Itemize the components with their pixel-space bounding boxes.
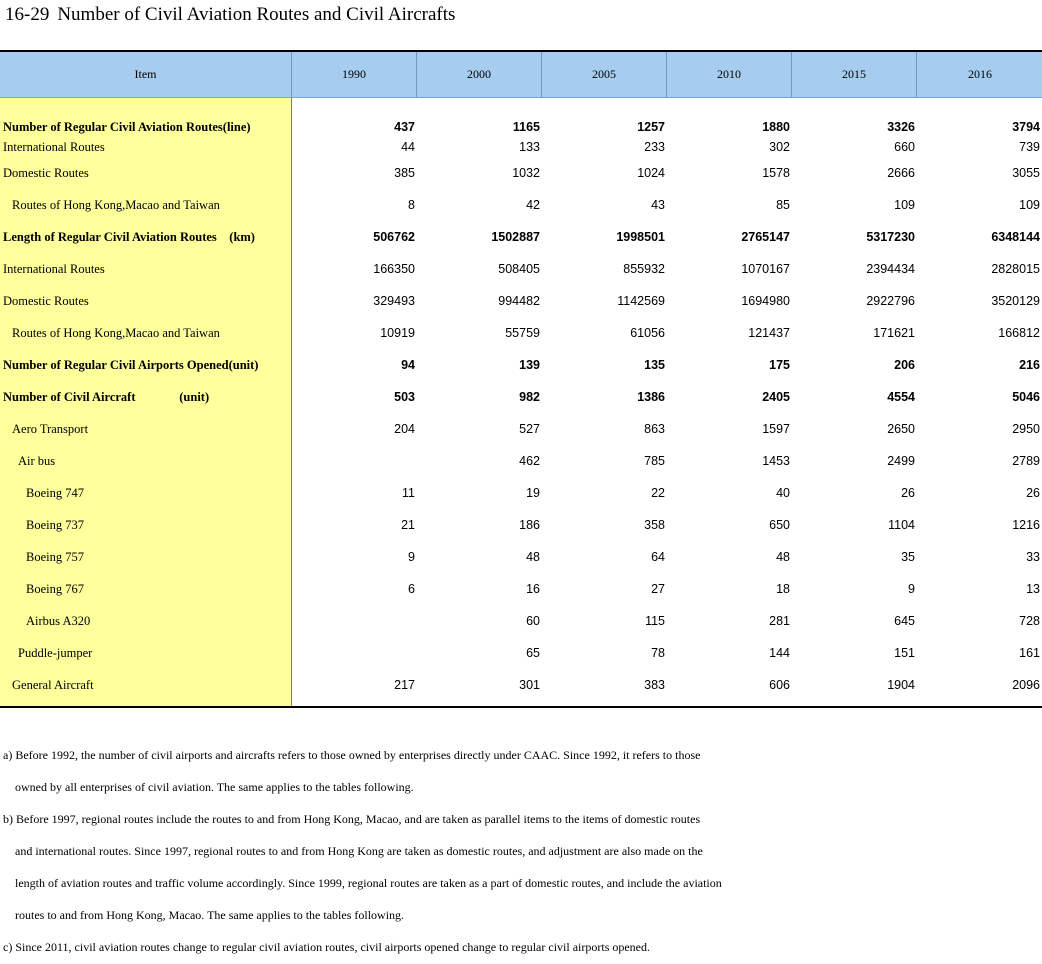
table-cell-1990: 11: [402, 486, 415, 500]
table-cell-2015: 1104: [888, 518, 915, 532]
table-cell-2005: 64: [651, 550, 665, 564]
table-cell-2010: 144: [769, 646, 790, 660]
table-cell-2010: 85: [776, 198, 790, 212]
table-cell-2005: 135: [644, 358, 665, 372]
table-bottom-rule: [0, 706, 1042, 708]
table-cell-2000: 139: [519, 358, 540, 372]
table-cell-2016: 2789: [1012, 454, 1040, 468]
table-cell-2010: 18: [776, 582, 790, 596]
table-cell-2015: 35: [901, 550, 915, 564]
table-cell-2016: 161: [1019, 646, 1040, 660]
header-year-2010: 2010: [666, 52, 791, 97]
table-cell-2010: 48: [776, 550, 790, 564]
row-label: Boeing 737: [26, 518, 84, 532]
row-label: Boeing 767: [26, 582, 84, 596]
row-label: Airbus A320: [26, 614, 91, 628]
footnote-b-line-2: and international routes. Since 1997, regional routes to and from Hong Kong are taken as domestic routes, and adjustment are also made on the: [15, 844, 703, 858]
row-label: Domestic Routes: [3, 294, 89, 308]
table-cell-1990: 204: [394, 422, 415, 436]
table-cell-2015: 4554: [887, 390, 915, 404]
footnote-b-line-1: b) Before 1997, regional routes include the routes to and from Hong Kong, Macao, and are taken as parallel items to the items of domestic routes: [3, 812, 701, 826]
row-label: Routes of Hong Kong,Macao and Taiwan: [12, 198, 220, 212]
table-cell-2005: 1024: [637, 166, 665, 180]
row-label: International Routes: [3, 140, 105, 154]
table-cell-2016: 2950: [1012, 422, 1040, 436]
row-label: Length of Regular Civil Aviation Routes (km): [3, 230, 255, 244]
footnote-a-line-2: owned by all enterprises of civil aviation. The same applies to the tables following.: [15, 780, 414, 794]
table-cell-2015: 2499: [887, 454, 915, 468]
table-cell-2000: 462: [519, 454, 540, 468]
table-cell-2010: 302: [769, 140, 790, 154]
table-cell-2010: 1694980: [741, 294, 790, 308]
table-cell-2010: 40: [776, 486, 790, 500]
table-cell-2005: 855932: [623, 262, 665, 276]
table-cell-2000: 65: [526, 646, 540, 660]
table-cell-1990: 8: [408, 198, 415, 212]
table-cell-2000: 1032: [512, 166, 540, 180]
table-cell-2000: 982: [519, 390, 540, 404]
table-cell-2016: 739: [1019, 140, 1040, 154]
table-cell-2016: 3520129: [991, 294, 1040, 308]
table-cell-1990: 217: [394, 678, 415, 692]
table-cell-2016: 216: [1019, 358, 1040, 372]
table-cell-2015: 151: [894, 646, 915, 660]
row-label: Domestic Routes: [3, 166, 89, 180]
row-label: Air bus: [18, 454, 56, 468]
table-cell-1990: 21: [401, 518, 415, 532]
table-cell-1990: 329493: [373, 294, 415, 308]
table-cell-2016: 3055: [1012, 166, 1040, 180]
row-label: Boeing 747: [26, 486, 84, 500]
row-label: Aero Transport: [12, 422, 89, 436]
table-cell-2010: 281: [769, 614, 790, 628]
footnote-c: c) Since 2011, civil aviation routes change to regular civil aviation routes, civil airports opened change to regular civil airports opened.: [3, 940, 651, 954]
table-cell-2010: 1453: [762, 454, 790, 468]
table-cell-2005: 78: [651, 646, 665, 660]
table-cell-1990: 94: [401, 358, 415, 372]
row-label: General Aircraft: [12, 678, 94, 692]
table-cell-2005: 233: [644, 140, 665, 154]
table-cell-2005: 22: [651, 486, 665, 500]
table-cell-2010: 650: [769, 518, 790, 532]
table-title: Number of Civil Aviation Routes and Civil Aircrafts: [57, 4, 456, 25]
table-number: 16-29: [5, 4, 50, 25]
table-cell-2016: 3794: [1012, 120, 1040, 134]
table-cell-1990: 9: [408, 550, 415, 564]
table-cell-2005: 358: [644, 518, 665, 532]
table-header: [0, 52, 1042, 98]
table-cell-2005: 115: [645, 614, 665, 628]
footnote-a-line-1: a) Before 1992, the number of civil airports and aircrafts refers to those owned by enterprises directly under CAAC. Since 1992, it refers to those: [3, 748, 701, 762]
table-cell-2000: 55759: [505, 326, 540, 340]
table-cell-2015: 660: [894, 140, 915, 154]
table-cell-2000: 16: [526, 582, 540, 596]
table-cell-2015: 26: [901, 486, 915, 500]
table-cell-2016: 33: [1026, 550, 1040, 564]
row-label: Number of Regular Civil Airports Opened(unit): [3, 358, 259, 372]
table-cell-2015: 1904: [887, 678, 915, 692]
table-cell-2016: 728: [1019, 614, 1040, 628]
footnote-b-line-3: length of aviation routes and traffic volume accordingly. Since 1999, regional routes are taken as a part of domestic routes, and include the aviation: [15, 876, 722, 890]
table-cell-2010: 175: [769, 358, 790, 372]
table-cell-2010: 1880: [762, 120, 790, 134]
table-cell-2000: 301: [519, 678, 540, 692]
table-cell-2000: 42: [526, 198, 540, 212]
table-cell-2005: 1257: [637, 120, 665, 134]
table-cell-2015: 5317230: [866, 230, 915, 244]
header-year-2015: 2015: [791, 52, 916, 97]
table-cell-2010: 606: [769, 678, 790, 692]
table-cell-1990: 437: [394, 120, 415, 134]
header-year-1990: 1990: [291, 52, 416, 97]
table-cell-2000: 60: [526, 614, 540, 628]
table-cell-2016: 1216: [1012, 518, 1040, 532]
table-cell-2010: 1070167: [741, 262, 790, 276]
row-label: International Routes: [3, 262, 105, 276]
table-cell-2016: 109: [1019, 198, 1040, 212]
header-year-2000: 2000: [416, 52, 541, 97]
table-cell-2010: 1597: [762, 422, 790, 436]
table-cell-2000: 1165: [512, 120, 540, 134]
table-cell-2016: 2828015: [991, 262, 1040, 276]
table-cell-2015: 2666: [887, 166, 915, 180]
table-cell-2005: 863: [644, 422, 665, 436]
table-cell-2000: 186: [519, 518, 540, 532]
table-cell-2016: 166812: [998, 326, 1040, 340]
table-cell-2016: 26: [1026, 486, 1040, 500]
table-cell-1990: 166350: [373, 262, 415, 276]
table-cell-1990: 10919: [380, 326, 415, 340]
table-cell-2015: 2394434: [866, 262, 915, 276]
table-cell-2016: 13: [1026, 582, 1040, 596]
table-cell-2005: 61056: [630, 326, 665, 340]
table-cell-2016: 2096: [1012, 678, 1040, 692]
row-label: Number of Regular Civil Aviation Routes(line): [3, 120, 251, 134]
table-cell-2015: 2650: [887, 422, 915, 436]
row-label: Puddle-jumper: [18, 646, 93, 660]
table-cell-2015: 109: [894, 198, 915, 212]
table-cell-2010: 121437: [748, 326, 790, 340]
table-cell-2015: 9: [908, 582, 915, 596]
row-label: Routes of Hong Kong,Macao and Taiwan: [12, 326, 220, 340]
table-cell-2005: 785: [644, 454, 665, 468]
row-label: Boeing 757: [26, 550, 84, 564]
table-cell-2000: 133: [519, 140, 540, 154]
table-cell-2005: 27: [651, 582, 665, 596]
table-cell-2010: 2765147: [741, 230, 790, 244]
table-cell-2000: 19: [526, 486, 540, 500]
table-cell-2015: 645: [894, 614, 915, 628]
header-item: Item: [134, 67, 157, 81]
table-cell-2000: 48: [526, 550, 540, 564]
table-cell-2016: 5046: [1012, 390, 1040, 404]
table-cell-2016: 6348144: [991, 230, 1040, 244]
page-title: [5, 4, 455, 26]
table-cell-2005: 1998501: [616, 230, 665, 244]
table-cell-1990: 503: [394, 390, 415, 404]
table-cell-1990: 506762: [373, 230, 415, 244]
table-cell-2000: 1502887: [491, 230, 540, 244]
table-cell-2015: 3326: [887, 120, 915, 134]
header-year-2016: 2016: [916, 52, 1042, 97]
table-cell-2010: 2405: [762, 390, 790, 404]
table-cell-2010: 1578: [762, 166, 790, 180]
table-cell-2005: 1142569: [617, 294, 665, 308]
footnote-b-line-4: routes to and from Hong Kong, Macao. The same applies to the tables following.: [15, 908, 405, 922]
table-cell-2015: 2922796: [866, 294, 915, 308]
header-year-2005: 2005: [541, 52, 666, 97]
table-cell-1990: 44: [401, 140, 415, 154]
table-cell-2000: 508405: [498, 262, 540, 276]
table-cell-2015: 171621: [873, 326, 915, 340]
row-label: Number of Civil Aircraft (unit): [3, 390, 210, 404]
table-cell-2005: 1386: [637, 390, 665, 404]
table-cell-2000: 994482: [498, 294, 540, 308]
table-cell-2015: 206: [894, 358, 915, 372]
table-cell-1990: 385: [394, 166, 415, 180]
table-cell-2005: 383: [644, 678, 665, 692]
table-cell-1990: 6: [408, 582, 415, 596]
table-cell-2000: 527: [519, 422, 540, 436]
table-cell-2005: 43: [651, 198, 665, 212]
